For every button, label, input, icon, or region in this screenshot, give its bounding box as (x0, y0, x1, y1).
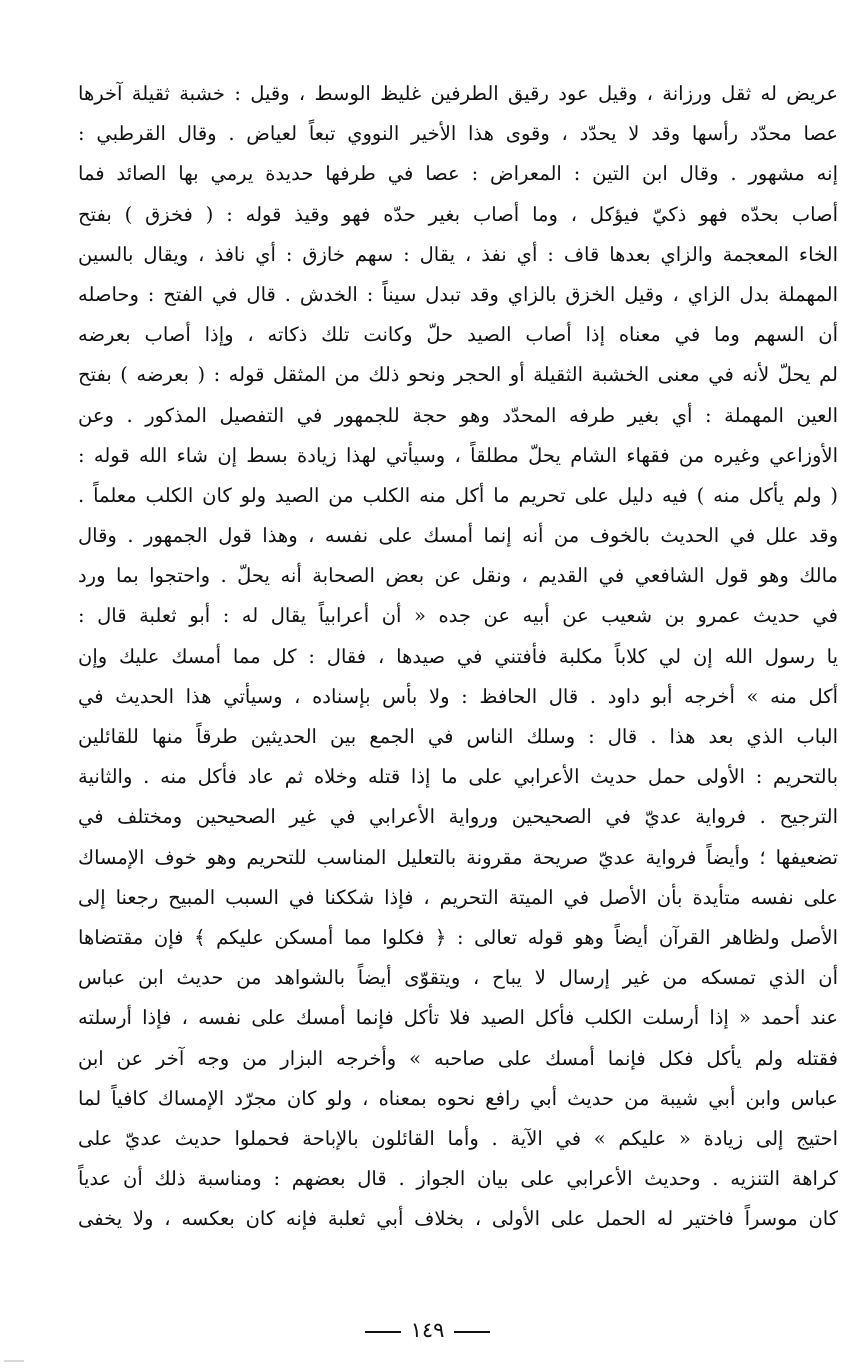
text-line-2: عصا محدّد رأسها وقد لا يحدّد ، وقوى هذا الأخير النووي تبعاً لعياض . وقال القرطبي : (78, 122, 838, 146)
text-line-7: أن السهم وما في معناه إذا أصاب الصيد حلّ وكانت تلك ذكاته ، وإذا أصاب بعرضه (78, 323, 838, 347)
text-line-21: على نفسه متأيدة بأن الأصل في الميتة التحريم ، فإذا شككنا في السبب المبيح رجعنا إلى (78, 885, 838, 909)
text-line-29: كان موسراً فاختير له الحمل على الأولى ، بخلاف أبي ثعلبة فإنه كان بعكسه ، ولا يخفى (78, 1207, 838, 1231)
text-line-11: ( ولم يأكل منه ) فيه دليل على تحريم ما أكل منه الكلب من الصيد ولو كان الكلب معلماً . (78, 483, 838, 507)
text-line-28: كراهة التنزيه . وحديث الأعرابي على بيان الجواز . قال بعضهم : ومناسبة ذلك أن عدياً (78, 1167, 838, 1191)
text-line-25: فقتله ولم يأكل فكل فإنما أمسك على صاحبه » وأخرجه البزار من وجه آخر عن ابن (78, 1046, 838, 1070)
text-line-5: الخاء المعجمة والزاي بعدها قاف : أي نفذ ، يقال : سهم خازق : أي نافذ ، ويقال بالسين (78, 242, 838, 266)
text-line-26: عباس وابن أبي شيبة من حديث أبي رافع نحوه بمعناه ، ولو كان مجرّد الإمساك كافياً لما (78, 1086, 838, 1110)
text-line-8: لم يحلّ لأنه في معنى الخشبة الثقيلة أو الحجر ونحو ذلك من المثقل قوله : ( بعرضه ) بفتح (78, 363, 838, 387)
text-line-24: عند أحمد « إذا أرسلت الكلب فأكل الصيد فلا تأكل فإنما أمسك على نفسه ، فإذا أرسلته (78, 1006, 838, 1030)
text-line-1: عريض له ثقل ورزانة ، وقيل عود رقيق الطرفين غليظ الوسط ، وقيل : خشبة ثقيلة آخرها (78, 82, 838, 105)
page-footer (0, 1318, 855, 1342)
text-line-23: أن الذي تمسكه من غير إرسال لا يباح ، ويتقوّى أيضاً بالشواهد من حديث ابن عباس (78, 966, 838, 990)
text-line-22: الأصل ولظاهر القرآن أيضاً وهو قوله تعالى : ﴿ فكلوا مما أمسكن عليكم ﴾ فإن مقتضاها (78, 925, 838, 949)
text-line-12: وقد علل في الحديث بالخوف من أنه إنما أمسك على نفسه ، وهذا قول الجمهور . وقال (78, 524, 838, 548)
text-line-4: أصاب بحدّه فهو ذكيّ فيؤكل ، وما أصاب بغير حدّه فهو وقيذ قوله : ( فخزق ) بفتح (78, 202, 838, 226)
footer-dash-left (454, 1331, 490, 1333)
page-number: ١٤٩ (410, 1318, 445, 1342)
text-line-10: الأوزاعي وغيره من فقهاء الشام يحلّ مطلقاً ، وسيأتي لهذا زيادة بسط إن شاء الله قوله : (78, 443, 838, 467)
text-line-16: أكل منه » أخرجه أبو داود . قال الحافظ : ولا بأس بإسناده ، وسيأتي هذا الحديث في (78, 684, 838, 708)
text-line-15: يا رسول الله إن لي كلاباً مكلبة فأفتني في صيدها ، فقال : كل مما أمسك عليك وإن (78, 644, 838, 668)
body-text (78, 74, 838, 1239)
text-line-19: الترجيح . فرواية عديّ في الصحيحين ورواية الأعرابي في غير الصحيحين ومختلف في (78, 805, 838, 829)
text-line-27: احتيج إلى زيادة « عليكم » في الآية . وأما القائلون بالإباحة فحملوا حديث عديّ على (78, 1126, 838, 1150)
text-line-14: في حديث عمرو بن شعيب عن أبيه عن جده « أن أعرابياً يقال له : أبو ثعلبة قال : (78, 604, 838, 628)
text-line-17: الباب الذي بعد هذا . قال : وسلك الناس في الجمع بين الحديثين طرقاً منها للقائلين (78, 725, 838, 748)
text-line-20: تضعيفها ؛ وأيضاً فرواية عديّ صريحة مقرونة بالتعليل المناسب للتحريم وهو خوف الإمساك (78, 845, 838, 869)
text-line-6: المهملة بدل الزاي ، وقيل الخزق بالزاي وقد تبدل سيناً : الخدش . قال في الفتح : وحاصله (78, 282, 838, 306)
text-line-18: بالتحريم : الأولى حمل حديث الأعرابي على ما إذا قتله وخلاه ثم عاد فأكل منه . والثانية (78, 765, 838, 789)
footer-dash-right (365, 1331, 401, 1333)
text-line-13: مالك وهو قول الشافعي في القديم ، ونقل عن بعض الصحابة أنه يحلّ . واحتجوا بما ورد (78, 564, 838, 588)
text-line-3: إنه مشهور . وقال ابن التين : المعراض : عصا في طرفها حديدة يرمي بها الصائد فما (78, 162, 838, 186)
scan-edge-mark (4, 1360, 24, 1362)
text-line-9: العين المهملة : أي بغير طرفه المحدّد وهو حجة للجمهور في التفصيل المذكور . وعن (78, 403, 838, 427)
